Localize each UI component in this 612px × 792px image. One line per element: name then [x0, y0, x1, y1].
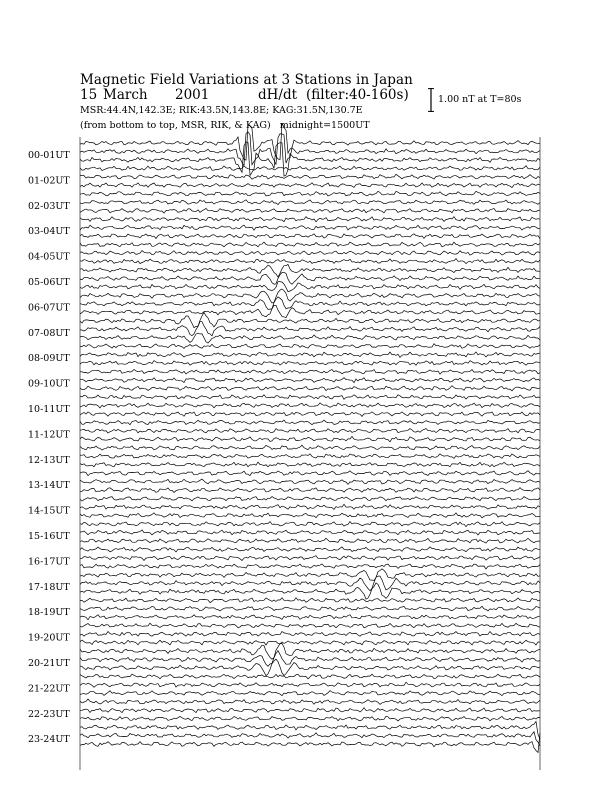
trace-KAG-10-11UT — [80, 412, 540, 417]
trace-MSR-09-10UT — [80, 369, 540, 374]
trace-KAG-15-16UT — [80, 538, 540, 543]
trace-MSR-06-07UT — [80, 289, 540, 303]
trace-MSR-02-03UT — [80, 191, 540, 196]
trace-RIK-12-13UT — [80, 454, 540, 459]
trace-KAG-12-13UT — [80, 462, 540, 467]
trace-MSR-17-18UT — [80, 569, 540, 581]
trace-KAG-11-12UT — [80, 436, 540, 441]
hour-label-01-02UT: 01-02UT — [28, 175, 70, 187]
trace-MSR-10-11UT — [80, 395, 540, 400]
hour-label-05-06UT: 05-06UT — [28, 277, 70, 288]
trace-RIK-06-07UT — [80, 297, 540, 310]
trace-MSR-01-02UT — [80, 166, 540, 171]
hour-label-10-11UT: 10-11UT — [28, 404, 70, 415]
hour-label-23-24UT: 23-24UT — [28, 734, 70, 746]
chart-title: Magnetic Field Variations at 3 Stations in Japan — [80, 72, 413, 88]
trace-RIK-22-23UT — [80, 708, 540, 713]
trace-KAG-06-07UT — [80, 305, 540, 317]
trace-RIK-04-05UT — [80, 251, 540, 256]
trace-RIK-18-19UT — [80, 606, 540, 611]
trace-MSR-19-20UT — [80, 623, 540, 628]
trace-MSR-08-09UT — [80, 344, 540, 349]
trace-MSR-00-01UT — [80, 123, 540, 160]
trace-MSR-03-04UT — [80, 217, 540, 222]
trace-KAG-01-02UT — [80, 183, 540, 188]
trace-KAG-14-15UT — [80, 513, 540, 518]
trace-RIK-20-21UT — [80, 651, 540, 667]
trace-MSR-20-21UT — [80, 644, 540, 660]
hour-label-16-17UT: 16-17UT — [28, 556, 70, 568]
trace-MSR-14-15UT — [80, 497, 540, 502]
date-year: 2001 — [175, 87, 210, 103]
trace-MSR-18-19UT — [80, 598, 540, 603]
trace-RIK-16-17UT — [80, 556, 540, 561]
hour-label-14-15UT: 14-15UT — [28, 505, 70, 517]
hour-label-12-13UT: 12-13UT — [28, 454, 70, 466]
trace-KAG-09-10UT — [80, 386, 540, 391]
trace-KAG-19-20UT — [80, 640, 540, 645]
trace-KAG-03-04UT — [80, 234, 540, 239]
hour-label-08-09UT: 08-09UT — [28, 353, 70, 365]
hour-label-07-08UT: 07-08UT — [28, 327, 70, 339]
hour-label-21-22UT: 21-22UT — [28, 683, 70, 695]
trace-MSR-15-16UT — [80, 522, 540, 527]
trace-KAG-08-09UT — [80, 361, 540, 366]
hour-label-20-21UT: 20-21UT — [28, 658, 70, 669]
trace-KAG-13-14UT — [80, 488, 540, 493]
trace-KAG-00-01UT — [80, 142, 540, 176]
hour-label-11-12UT: 11-12UT — [28, 429, 70, 441]
trace-RIK-21-22UT — [80, 682, 540, 687]
hour-label-22-23UT: 22-23UT — [28, 708, 70, 720]
trace-RIK-11-12UT — [80, 429, 540, 434]
trace-RIK-17-18UT — [80, 576, 540, 591]
hour-label-03-04UT: 03-04UT — [28, 226, 70, 238]
trace-KAG-07-08UT — [80, 333, 540, 343]
trace-RIK-05-06UT — [80, 272, 540, 284]
hour-label-04-05UT: 04-05UT — [28, 251, 70, 263]
trace-KAG-17-18UT — [80, 583, 540, 599]
stations-label: MSR:44.4N,142.3E; RIK:43.5N,143.8E; KAG:31.5N,130.7E — [80, 105, 363, 116]
trace-KAG-20-21UT — [80, 659, 540, 676]
trace-MSR-22-23UT — [80, 699, 540, 704]
quantity-label: dH/dt — [258, 87, 298, 103]
date-month: March — [103, 87, 148, 103]
trace-MSR-05-06UT — [80, 264, 540, 277]
hour-label-15-16UT: 15-16UT — [28, 531, 70, 542]
trace-RIK-07-08UT — [80, 322, 540, 336]
trace-KAG-22-23UT — [80, 716, 540, 721]
hour-label-00-01UT: 00-01UT — [28, 150, 70, 161]
trace-RIK-19-20UT — [80, 632, 540, 637]
trace-KAG-02-03UT — [80, 209, 540, 214]
hour-label-02-03UT: 02-03UT — [28, 200, 70, 212]
scale-label: 1.00 nT at T=80s — [438, 94, 522, 105]
trace-RIK-01-02UT — [80, 174, 540, 179]
trace-RIK-02-03UT — [80, 200, 540, 205]
hour-label-19-20UT: 19-20UT — [28, 632, 70, 644]
trace-MSR-21-22UT — [80, 674, 540, 679]
filter-label: (filter:40-160s) — [306, 87, 409, 103]
trace-MSR-07-08UT — [80, 313, 540, 328]
trace-MSR-04-05UT — [80, 242, 540, 247]
trace-MSR-11-12UT — [80, 420, 540, 425]
trace-RIK-08-09UT — [80, 352, 540, 358]
midnight-label: midnight=1500UT — [279, 120, 370, 131]
trace-KAG-16-17UT — [80, 564, 540, 569]
trace-KAG-23-24UT — [80, 733, 540, 753]
trace-MSR-12-13UT — [80, 445, 540, 450]
trace-RIK-10-11UT — [80, 403, 540, 408]
hour-label-06-07UT: 06-07UT — [28, 302, 70, 314]
trace-RIK-14-15UT — [80, 504, 540, 509]
trace-MSR-13-14UT — [80, 471, 540, 476]
trace-RIK-09-10UT — [80, 378, 540, 383]
trace-KAG-05-06UT — [80, 282, 540, 292]
trace-KAG-18-19UT — [80, 615, 540, 620]
hour-label-13-14UT: 13-14UT — [28, 480, 70, 492]
trace-MSR-16-17UT — [80, 547, 540, 552]
trace-RIK-03-04UT — [80, 225, 540, 230]
trace-KAG-21-22UT — [80, 691, 540, 696]
hour-label-18-19UT: 18-19UT — [28, 607, 70, 619]
order-note: (from bottom to top, MSR, RIK, & KAG) — [80, 120, 271, 131]
trace-RIK-13-14UT — [80, 479, 540, 484]
trace-RIK-23-24UT — [80, 732, 540, 746]
trace-KAG-04-05UT — [80, 259, 540, 264]
hour-label-17-18UT: 17-18UT — [28, 581, 70, 593]
hour-label-09-10UT: 09-10UT — [28, 378, 70, 390]
trace-RIK-15-16UT — [80, 530, 540, 535]
date-day: 15 — [80, 87, 98, 103]
